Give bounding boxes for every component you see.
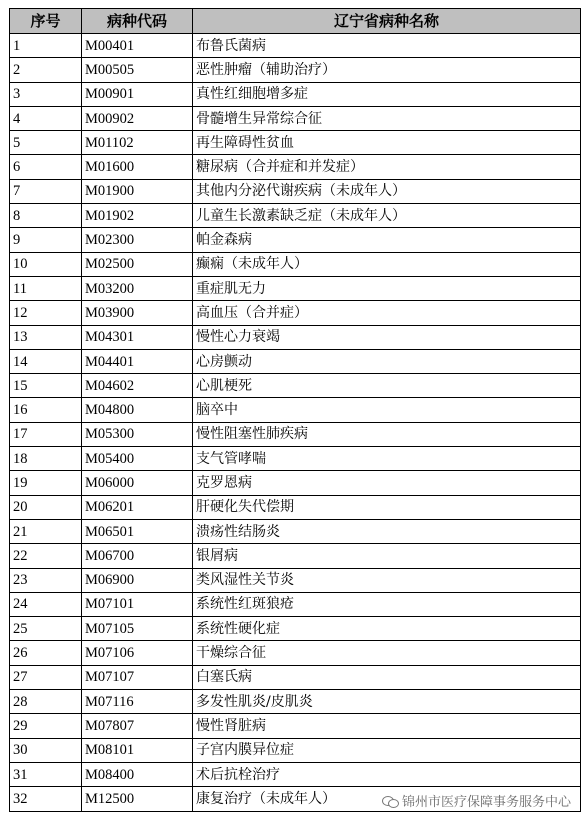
cell-code: M07107 [82,665,193,689]
cell-code: M00902 [82,106,193,130]
table-row [10,301,581,325]
cell-name: 帕金森病 [193,228,581,252]
cell-code: M06201 [82,495,193,519]
table-row [10,568,581,592]
cell-code: M04301 [82,325,193,349]
cell-code: M08101 [82,738,193,762]
cell-seq: 23 [10,568,82,592]
cell-code: M07807 [82,714,193,738]
cell-seq: 21 [10,519,82,543]
header-seq: 序号 [10,9,82,34]
cell-seq: 14 [10,349,82,373]
cell-seq: 11 [10,276,82,300]
table-row [10,179,581,203]
cell-name: 肝硬化失代偿期 [193,495,581,519]
cell-code: M00901 [82,82,193,106]
cell-seq: 6 [10,155,82,179]
cell-seq: 20 [10,495,82,519]
cell-name: 白塞氏病 [193,665,581,689]
table-row [10,155,581,179]
cell-name: 慢性肾脏病 [193,714,581,738]
table-row [10,738,581,762]
cell-name: 溃疡性结肠炎 [193,519,581,543]
cell-name: 支气管哮喘 [193,447,581,471]
cell-seq: 9 [10,228,82,252]
table-row [10,495,581,519]
disease-table [9,8,581,812]
cell-name: 多发性肌炎/皮肌炎 [193,690,581,714]
table-row [10,641,581,665]
cell-name: 康复治疗（未成年人） [193,787,581,811]
cell-name: 心房颤动 [193,349,581,373]
cell-code: M00401 [82,34,193,58]
cell-code: M02500 [82,252,193,276]
cell-seq: 24 [10,592,82,616]
cell-seq: 19 [10,471,82,495]
table-row [10,131,581,155]
cell-code: M04800 [82,398,193,422]
cell-seq: 30 [10,738,82,762]
cell-name: 类风湿性关节炎 [193,568,581,592]
cell-code: M07105 [82,617,193,641]
cell-name: 银屑病 [193,544,581,568]
cell-code: M07101 [82,592,193,616]
cell-name: 子宫内膜异位症 [193,738,581,762]
cell-seq: 7 [10,179,82,203]
cell-seq: 26 [10,641,82,665]
cell-name: 布鲁氏菌病 [193,34,581,58]
table-row [10,592,581,616]
cell-code: M01902 [82,204,193,228]
cell-code: M04602 [82,374,193,398]
cell-code: M12500 [82,787,193,811]
cell-code: M01600 [82,155,193,179]
table-row [10,665,581,689]
cell-seq: 4 [10,106,82,130]
table-row [10,204,581,228]
table-body [10,34,581,812]
cell-seq: 22 [10,544,82,568]
cell-name: 真性红细胞增多症 [193,82,581,106]
table-row [10,690,581,714]
header-name: 辽宁省病种名称 [193,9,581,34]
table-row [10,471,581,495]
table-row [10,276,581,300]
cell-name: 慢性阻塞性肺疾病 [193,422,581,446]
cell-code: M03900 [82,301,193,325]
table-row [10,422,581,446]
table-row [10,447,581,471]
cell-seq: 5 [10,131,82,155]
table-row [10,544,581,568]
cell-name: 脑卒中 [193,398,581,422]
cell-code: M05300 [82,422,193,446]
cell-code: M01102 [82,131,193,155]
table-row [10,762,581,786]
cell-name: 骨髓增生异常综合征 [193,106,581,130]
cell-name: 克罗恩病 [193,471,581,495]
cell-name: 糖尿病（合并症和并发症） [193,155,581,179]
cell-name: 术后抗栓治疗 [193,762,581,786]
cell-name: 癫痫（未成年人） [193,252,581,276]
cell-name: 高血压（合并症） [193,301,581,325]
cell-code: M06700 [82,544,193,568]
cell-code: M06900 [82,568,193,592]
cell-code: M07106 [82,641,193,665]
cell-seq: 31 [10,762,82,786]
cell-code: M02300 [82,228,193,252]
cell-seq: 25 [10,617,82,641]
cell-seq: 12 [10,301,82,325]
cell-name: 慢性心力衰竭 [193,325,581,349]
watermark [379,790,574,811]
cell-name: 系统性硬化症 [193,617,581,641]
cell-name: 系统性红斑狼疮 [193,592,581,616]
cell-seq: 8 [10,204,82,228]
cell-seq: 15 [10,374,82,398]
cell-seq: 27 [10,665,82,689]
table-row [10,398,581,422]
cell-seq: 32 [10,787,82,811]
cell-seq: 13 [10,325,82,349]
table-row [10,374,581,398]
cell-code: M07116 [82,690,193,714]
cell-seq: 17 [10,422,82,446]
cell-name: 重症肌无力 [193,276,581,300]
cell-name: 干燥综合征 [193,641,581,665]
watermark-text: 锦州市医疗保障事务服务中心 [401,795,571,810]
cell-name: 其他内分泌代谢疾病（未成年人） [193,179,581,203]
table-row [10,34,581,58]
cell-seq: 29 [10,714,82,738]
wechat-icon [382,794,398,808]
cell-name: 再生障碍性贫血 [193,131,581,155]
table-row [10,82,581,106]
table-row [10,617,581,641]
cell-seq: 16 [10,398,82,422]
cell-code: M04401 [82,349,193,373]
cell-code: M06501 [82,519,193,543]
header-code: 病种代码 [82,9,193,34]
table-row [10,252,581,276]
cell-seq: 3 [10,82,82,106]
table-row [10,714,581,738]
cell-code: M05400 [82,447,193,471]
cell-code: M00505 [82,58,193,82]
cell-seq: 2 [10,58,82,82]
cell-seq: 10 [10,252,82,276]
cell-code: M06000 [82,471,193,495]
cell-code: M01900 [82,179,193,203]
table-row [10,58,581,82]
table-row [10,325,581,349]
table-row [10,519,581,543]
table-row [10,106,581,130]
cell-name: 恶性肿瘤（辅助治疗） [193,58,581,82]
table-row [10,228,581,252]
cell-seq: 28 [10,690,82,714]
table-header-row [10,9,581,34]
cell-code: M03200 [82,276,193,300]
table-row [10,349,581,373]
cell-name: 心肌梗死 [193,374,581,398]
cell-code: M08400 [82,762,193,786]
cell-seq: 1 [10,34,82,58]
cell-name: 儿童生长激素缺乏症（未成年人） [193,204,581,228]
cell-seq: 18 [10,447,82,471]
